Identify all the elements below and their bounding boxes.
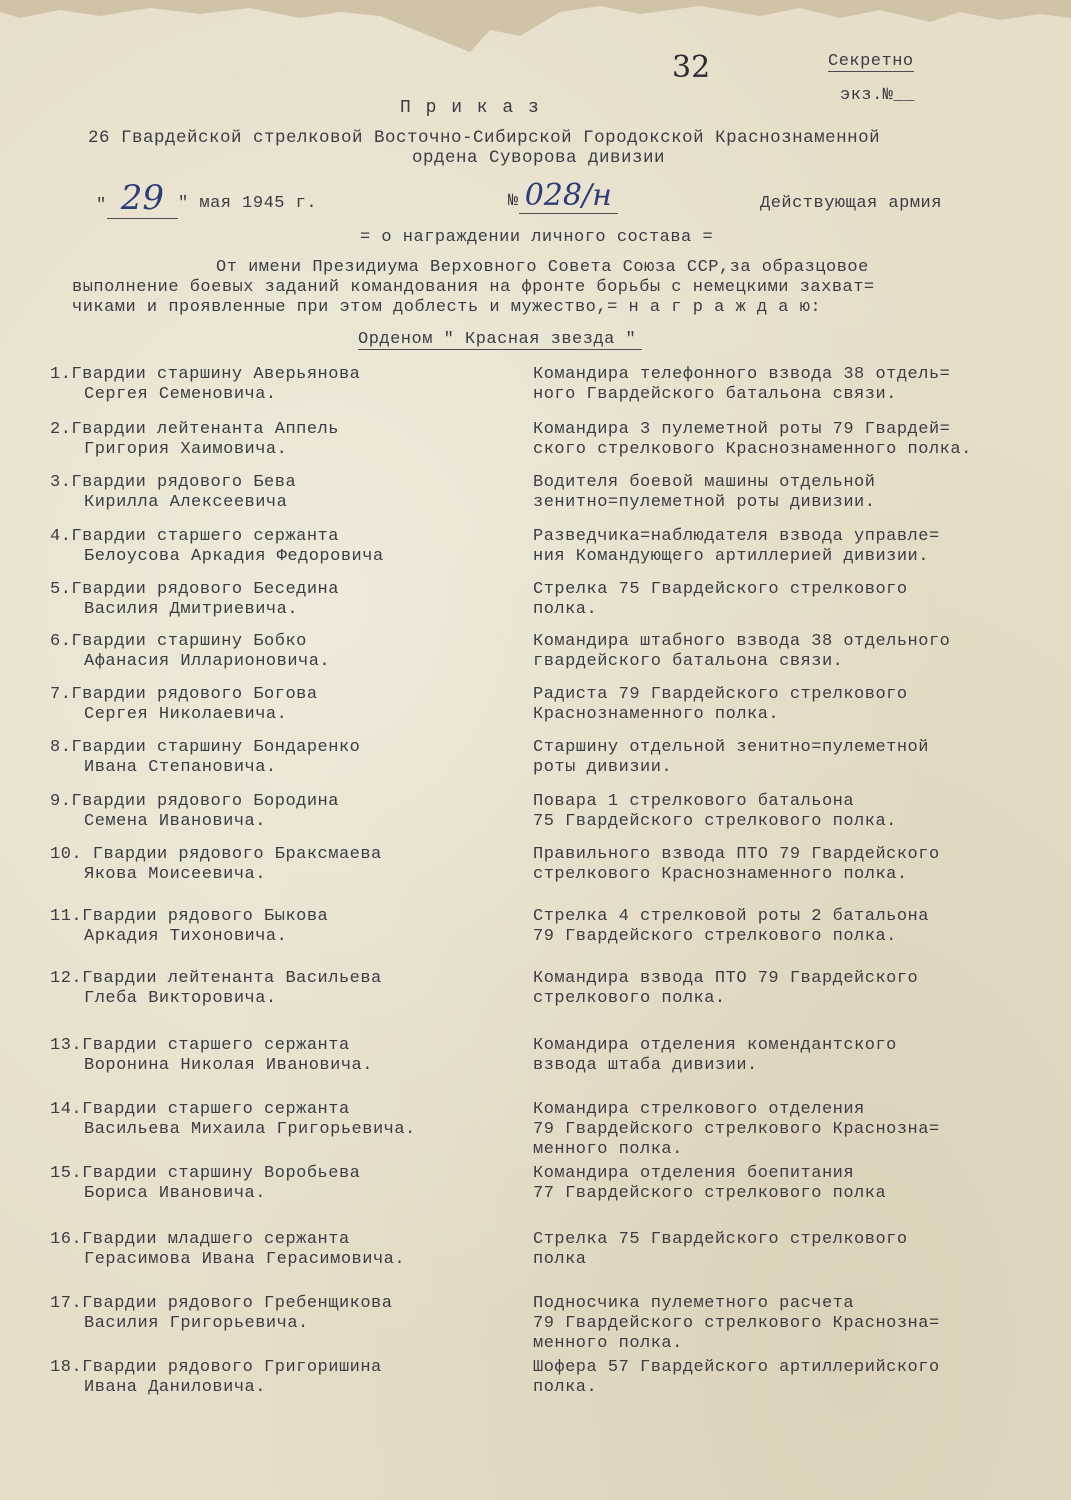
recipient-rank-line [50, 1358, 520, 1378]
position-line: Старшину отдельной зенитно=пулеметной [533, 738, 929, 757]
division-line-2: ордена Суворова дивизии [412, 148, 666, 168]
recipient-number: 18. [50, 1358, 83, 1377]
position-line: полка [533, 1250, 587, 1269]
recipient-rank-line [50, 845, 520, 865]
position-line: полка. [533, 1378, 598, 1397]
recipient-given-names: Сергея Семеновича. [84, 385, 277, 404]
award-position [533, 1036, 1063, 1076]
date-day-handwritten: 29 [107, 178, 178, 219]
recipient-rank-surname: Гвардии лейтенанта Аппель [71, 420, 339, 439]
award-recipient [50, 1036, 520, 1076]
recipient-number: 10. [50, 845, 83, 864]
recipient-given-names: Сергея Николаевича. [84, 705, 288, 724]
award-position [533, 845, 1063, 885]
recipient-rank-surname: Гвардии рядового Гребенщикова [82, 1294, 393, 1313]
award-position [533, 420, 1063, 460]
award-recipient [50, 738, 520, 778]
position-line: стрелкового полка. [533, 989, 726, 1008]
recipient-rank-line [50, 632, 520, 652]
recipient-rank-line [50, 527, 520, 547]
recipient-number: 5. [50, 580, 72, 599]
award-position [533, 632, 1063, 672]
award-recipient [50, 845, 520, 885]
recipient-rank-surname: Гвардии старшего сержанта [71, 527, 339, 546]
position-line: 79 Гвардейского стрелкового Краснозна= [533, 1120, 940, 1139]
award-position [533, 473, 1063, 513]
position-line: Разведчика=наблюдателя взвода управле= [533, 527, 940, 546]
recipient-given-names: Кирилла Алексеевича [84, 493, 288, 512]
position-line: роты дивизии. [533, 758, 673, 777]
recipient-given-names: Василия Дмитриевича. [84, 600, 299, 619]
recipient-rank-surname: Гвардии рядового Бева [71, 473, 297, 492]
position-line: стрелкового Краснознаменного полка. [533, 865, 908, 884]
award-position [533, 792, 1063, 832]
recipient-rank-line [50, 1294, 520, 1314]
position-line: Командира телефонного взвода 38 отдель= [533, 365, 951, 384]
recipient-number: 15. [50, 1164, 83, 1183]
date-open-quote: " [96, 196, 107, 215]
position-line: Подносчика пулеметного расчета [533, 1294, 855, 1313]
award-recipient [50, 907, 520, 947]
order-date [96, 178, 317, 219]
recipient-given-names: Василия Григорьевича. [84, 1314, 309, 1333]
recipient-rank-line [50, 685, 520, 705]
recipient-rank-line [50, 1100, 520, 1120]
recipient-number: 13. [50, 1036, 83, 1055]
award-position [533, 1100, 1063, 1160]
recipient-number: 2. [50, 420, 72, 439]
recipient-rank-surname: Гвардии старшину Бондаренко [71, 738, 361, 757]
position-line: 79 Гвардейского стрелкового полка. [533, 927, 897, 946]
award-position [533, 365, 1063, 405]
award-recipient [50, 1358, 520, 1398]
position-line: полка. [533, 600, 598, 619]
recipient-rank-line [50, 1164, 520, 1184]
position-line: 79 Гвардейского стрелкового Краснозна= [533, 1314, 940, 1333]
award-position [533, 1294, 1063, 1354]
recipient-rank-line [50, 907, 520, 927]
award-recipient [50, 365, 520, 405]
recipient-rank-line [50, 738, 520, 758]
recipient-rank-line [50, 1036, 520, 1056]
page-number: 32 [672, 50, 711, 85]
recipient-rank-surname: Гвардии рядового Беседина [71, 580, 339, 599]
recipient-rank-surname: Гвардии старшего сержанта [82, 1036, 350, 1055]
recipient-rank-line [50, 969, 520, 989]
recipient-number: 12. [50, 969, 83, 988]
award-recipient [50, 1230, 520, 1270]
award-recipient [50, 632, 520, 672]
position-line: Повара 1 стрелкового батальона [533, 792, 855, 811]
award-position [533, 1230, 1063, 1270]
recipient-rank-line [50, 473, 520, 493]
intro-line-1: От имени Президиума Верховного Совета Союза ССР,за образцовое [216, 258, 869, 277]
recipient-rank-line [50, 420, 520, 440]
recipient-given-names: Якова Моисеевича. [84, 865, 266, 884]
date-month-year: " мая 1945 г. [177, 194, 318, 213]
recipient-rank-line [50, 792, 520, 812]
recipient-rank-line [50, 1230, 520, 1250]
recipient-number: 14. [50, 1100, 83, 1119]
recipient-rank-surname: Гвардии рядового Богова [71, 685, 318, 704]
secrecy-label: Секретно [828, 52, 914, 71]
position-line: Стрелка 4 стрелковой роты 2 батальона [533, 907, 929, 926]
award-position [533, 1358, 1063, 1398]
award-recipient [50, 1294, 520, 1334]
recipient-number: 11. [50, 907, 83, 926]
award-recipient [50, 1100, 520, 1140]
recipient-given-names: Ивана Даниловича. [84, 1378, 266, 1397]
recipient-given-names: Аркадия Тихоновича. [84, 927, 288, 946]
recipient-given-names: Глеба Викторовича. [84, 989, 277, 1008]
recipient-number: 3. [50, 473, 72, 492]
position-line: ского стрелкового Краснознаменного полка. [533, 440, 972, 459]
recipient-number: 7. [50, 685, 72, 704]
recipient-given-names: Афанасия Илларионовича. [84, 652, 331, 671]
position-line: Командира 3 пулеметной роты 79 Гвардей= [533, 420, 951, 439]
position-line: менного полка. [533, 1140, 683, 1159]
position-line: Шофера 57 Гвардейского артиллерийского [533, 1358, 940, 1377]
recipient-rank-surname: Гвардии рядового Григоришина [82, 1358, 382, 1377]
recipient-rank-surname: Гвардии рядового Быкова [82, 907, 329, 926]
intro-line-2: выполнение боевых заданий командования на фронте борьбы с немецкими захват= [72, 278, 875, 297]
position-line: гвардейского батальона связи. [533, 652, 844, 671]
position-line: взвода штаба дивизии. [533, 1056, 758, 1075]
position-line: ния Командующего артиллерией дивизии. [533, 547, 929, 566]
position-line: Командира штабного взвода 38 отдельного [533, 632, 951, 651]
recipient-given-names: Григория Хаимовича. [84, 440, 288, 459]
recipient-number: 9. [50, 792, 72, 811]
recipient-given-names: Семена Ивановича. [84, 812, 266, 831]
position-line: Командира отделения комендантского [533, 1036, 897, 1055]
award-recipient [50, 527, 520, 567]
intro-line-3: чиками и проявленные при этом доблесть и мужество,= н а г р а ж д а ю: [72, 298, 822, 317]
position-line: зенитно=пулеметной роты дивизии. [533, 493, 876, 512]
recipient-given-names: Герасимова Ивана Герасимовича. [84, 1250, 406, 1269]
recipient-number: 16. [50, 1230, 83, 1249]
award-recipient [50, 969, 520, 1009]
position-line: менного полка. [533, 1334, 683, 1353]
recipient-given-names: Воронина Николая Ивановича. [84, 1056, 373, 1075]
award-position [533, 580, 1063, 620]
recipient-rank-surname: Гвардии рядового Бородина [71, 792, 339, 811]
recipient-number: 6. [50, 632, 72, 651]
award-position [533, 527, 1063, 567]
award-recipient [50, 792, 520, 832]
award-position [533, 685, 1063, 725]
recipient-rank-surname: Гвардии старшину Воробьева [82, 1164, 361, 1183]
position-line: Командира отделения боепитания [533, 1164, 855, 1183]
award-position [533, 969, 1063, 1009]
recipient-rank-surname: Гвардии младшего сержанта [82, 1230, 350, 1249]
recipient-rank-surname: Гвардии лейтенанта Васильева [82, 969, 382, 988]
recipient-number: 4. [50, 527, 72, 546]
recipient-given-names: Васильева Михаила Григорьевича. [84, 1120, 416, 1139]
position-line: Правильного взвода ПТО 79 Гвардейского [533, 845, 940, 864]
copy-number: экз.№__ [840, 86, 915, 105]
award-position [533, 738, 1063, 778]
order-heading: Орденом " Красная звезда " [358, 330, 642, 350]
award-recipient [50, 580, 520, 620]
recipient-rank-surname: Гвардии старшину Аверьянова [71, 365, 361, 384]
recipient-rank-surname: Гвардии рядового Браксмаева [82, 845, 382, 864]
position-line: Стрелка 75 Гвардейского стрелкового [533, 1230, 908, 1249]
position-line: Командира стрелкового отделения [533, 1100, 865, 1119]
award-position [533, 907, 1063, 947]
position-line: Радиста 79 Гвардейского стрелкового [533, 685, 908, 704]
position-line: 75 Гвардейского стрелкового полка. [533, 812, 897, 831]
position-line: Командира взвода ПТО 79 Гвардейского [533, 969, 919, 988]
award-recipient [50, 1164, 520, 1204]
order-title: П р и к а з [400, 98, 541, 118]
award-recipient [50, 685, 520, 725]
award-recipient [50, 473, 520, 513]
recipient-given-names: Бориса Ивановича. [84, 1184, 266, 1203]
recipient-rank-surname: Гвардии старшего сержанта [82, 1100, 350, 1119]
recipient-number: 8. [50, 738, 72, 757]
recipient-number: 1. [50, 365, 72, 384]
order-number-handwritten: 028/н [519, 178, 618, 214]
recipient-number: 17. [50, 1294, 83, 1313]
position-line: Краснознаменного полка. [533, 705, 780, 724]
division-line-1: 26 Гвардейской стрелковой Восточно-Сибирской Городокской Краснознаменной [88, 128, 881, 148]
army-label: Действующая армия [760, 194, 942, 213]
position-line: ного Гвардейского батальона связи. [533, 385, 897, 404]
award-position [533, 1164, 1063, 1204]
award-recipient [50, 420, 520, 460]
recipient-rank-line [50, 365, 520, 385]
recipient-given-names: Ивана Степановича. [84, 758, 277, 777]
order-number [508, 178, 618, 214]
secrecy-stamp [828, 52, 914, 71]
recipient-rank-line [50, 580, 520, 600]
recipient-given-names: Белоусова Аркадия Федоровича [84, 547, 384, 566]
position-line: 77 Гвардейского стрелкового полка [533, 1184, 887, 1203]
recipient-rank-surname: Гвардии старшину Бобко [71, 632, 307, 651]
position-line: Водителя боевой машины отдельной [533, 473, 876, 492]
number-sign: № [508, 192, 519, 211]
position-line: Стрелка 75 Гвардейского стрелкового [533, 580, 908, 599]
order-subject: = о награждении личного состава = [360, 228, 714, 247]
